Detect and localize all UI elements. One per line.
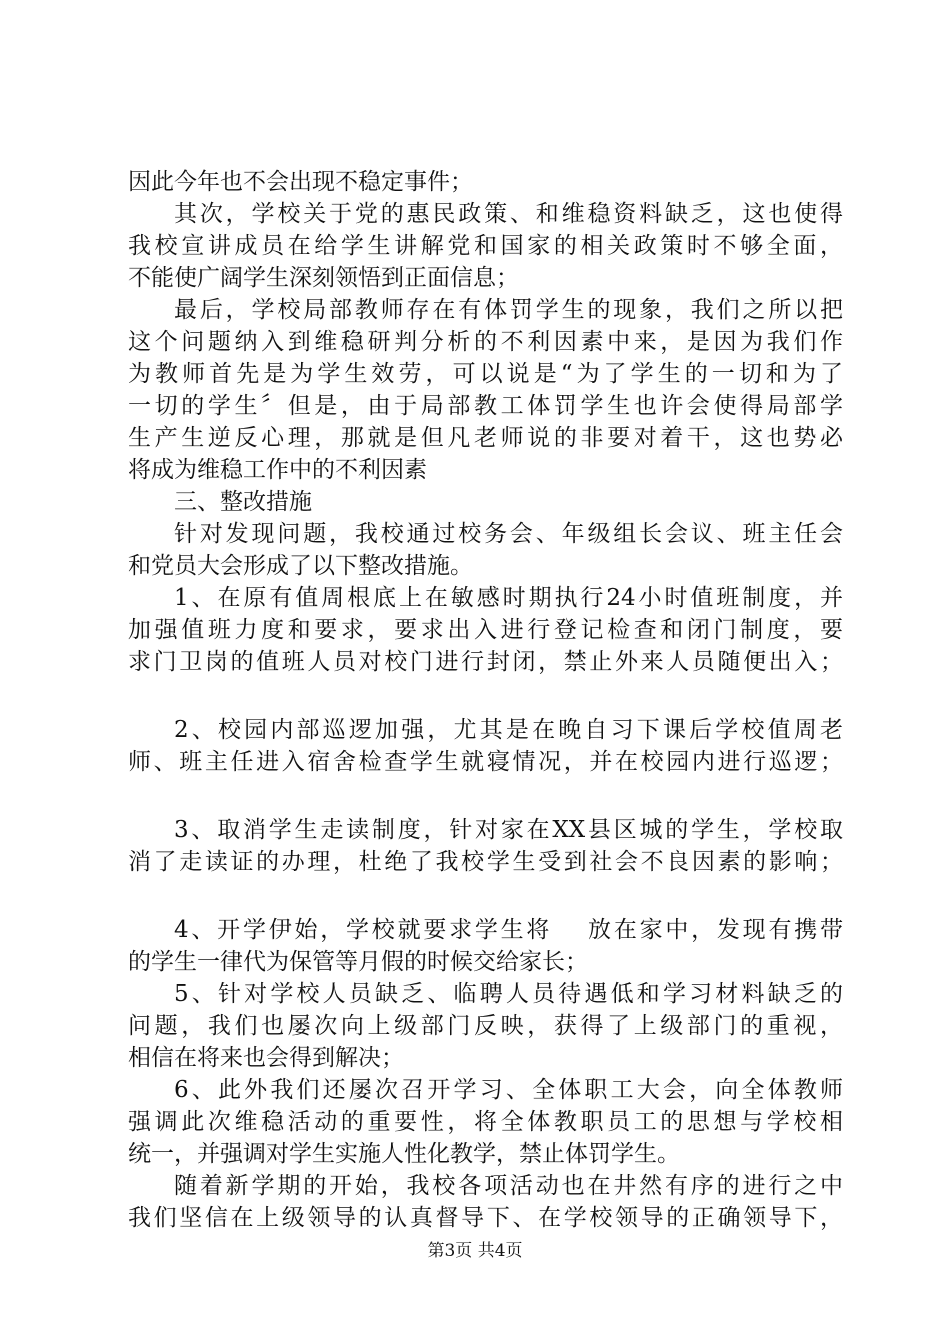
- text-line: 不能使广阔学生深刻领悟到正面信息；: [128, 265, 519, 291]
- text-line: 的学生一律代为保管等月假的时候交给家长；: [128, 949, 588, 975]
- blank-line: [128, 678, 843, 714]
- text-line: 问题，我们也屡次向上级部门反映，获得了上级部门的重视，: [128, 1013, 843, 1039]
- document-body: [128, 166, 843, 1234]
- text-line: 一切的学生〞但是，由于局部教工体罚学生也许会使得局部学: [128, 393, 843, 419]
- text-line: 统一，并强调对学生实施人性化教学，禁止体罚学生。: [128, 1141, 680, 1167]
- text-line: 其次，学校关于党的惠民政策、和维稳资料缺乏，这也使得: [174, 201, 843, 227]
- text-line: 5、针对学校人员缺乏、临聘人员待遇低和学习材料缺乏的: [174, 981, 843, 1007]
- text-line: 最后，学校局部教师存在有体罚学生的现象，我们之所以把: [174, 297, 843, 323]
- section-heading: 三、整改措施: [174, 489, 312, 515]
- text-line: 相信在将来也会得到解决；: [128, 1045, 404, 1071]
- text-line: 为教师首先是为学生效劳，可以说是“为了学生的一切和为了: [128, 361, 843, 387]
- text-line: 师、班主任进入宿舍检查学生就寝情况，并在校园内进行巡逻；: [128, 749, 843, 775]
- text-line: 2、校园内部巡逻加强，尤其是在晚自习下课后学校值周老: [174, 717, 843, 743]
- text-line: 消了走读证的办理，杜绝了我校学生受到社会不良因素的影响；: [128, 849, 843, 875]
- text-line: 随着新学期的开始，我校各项活动也在井然有序的进行之中: [174, 1173, 843, 1199]
- text-line: 1、在原有值周根底上在敏感时期执行24小时值班制度，并: [174, 585, 843, 611]
- text-line: 将成为维稳工作中的不利因素: [128, 457, 427, 483]
- text-line: 强调此次维稳活动的重要性，将全体教职员工的思想与学校相: [128, 1109, 843, 1135]
- blank-line: [128, 878, 843, 914]
- text-line: 和党员大会形成了以下整改措施。: [128, 553, 473, 579]
- text-line: 求门卫岗的值班人员对校门进行封闭，禁止外来人员随便出入；: [128, 649, 843, 675]
- text-line: 因此今年也不会出现不稳定事件；: [128, 169, 473, 195]
- text-line: 3、取消学生走读制度，针对家在XX县区城的学生，学校取: [174, 817, 843, 843]
- text-line: 我们坚信在上级领导的认真督导下、在学校领导的正确领导下，: [128, 1205, 843, 1231]
- blank-line: [128, 778, 843, 814]
- text-line: 生产生逆反心理，那就是但凡老师说的非要对着干，这也势必: [128, 425, 843, 451]
- text-line: 6、此外我们还屡次召开学习、全体职工大会，向全体教师: [174, 1077, 843, 1103]
- text-line: 我校宣讲成员在给学生讲解党和国家的相关政策时不够全面，: [128, 233, 843, 259]
- page-number: 第3页 共4页: [427, 1241, 523, 1261]
- text-line: 针对发现问题，我校通过校务会、年级组长会议、班主任会: [174, 521, 843, 547]
- text-line: 4、开学伊始，学校就要求学生将 放在家中，发现有携带: [174, 917, 843, 943]
- page-footer: [0, 1240, 950, 1262]
- text-line: 加强值班力度和要求，要求出入进行登记检查和闭门制度，要: [128, 617, 843, 643]
- text-line: 这个问题纳入到维稳研判分析的不利因素中来，是因为我们作: [128, 329, 843, 355]
